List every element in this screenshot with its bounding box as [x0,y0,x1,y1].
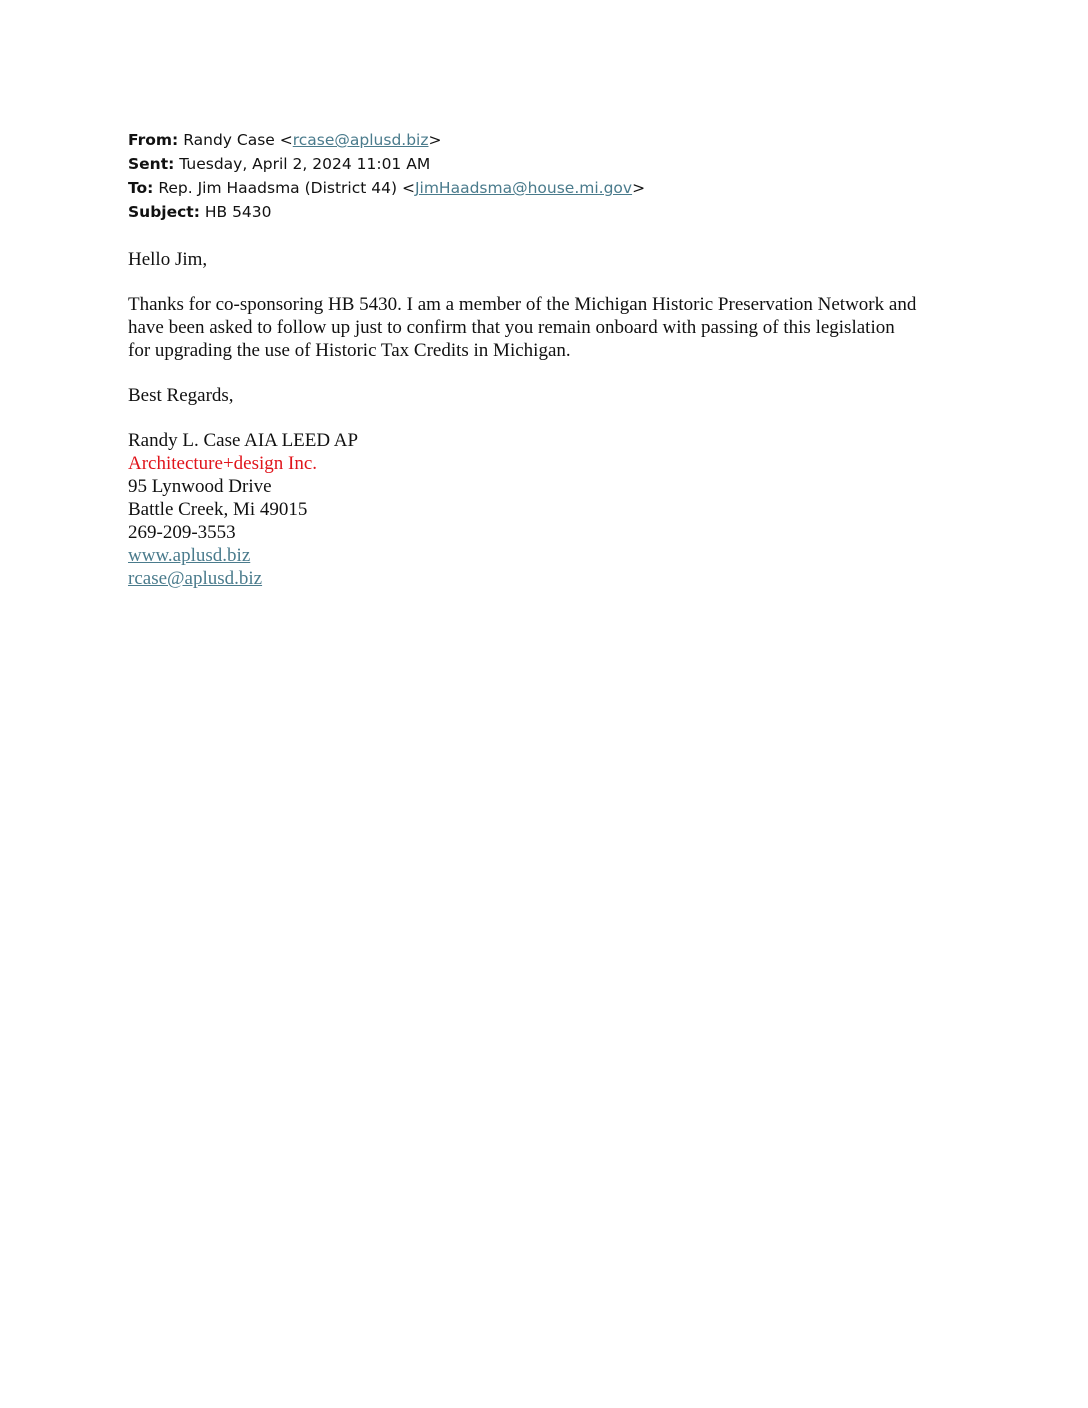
email-page [128,128,948,590]
to-label: To: [128,179,154,197]
signature-company: Architecture+design Inc. [128,453,318,474]
closing: Best Regards, [128,385,234,406]
sent-value: Tuesday, April 2, 2024 11:01 AM [179,155,431,173]
from-label: From: [128,131,179,149]
signature-street: 95 Lynwood Drive [128,476,272,497]
from-close: > [428,131,442,149]
signature-city: Battle Creek, Mi 49015 [128,499,308,520]
to-line [128,176,948,200]
to-email-link[interactable]: JimHaadsma@house.mi.gov [414,179,633,197]
message-paragraph: Thanks for co-sponsoring HB 5430. I am a member of the Michigan Historic Preservation Network and have been asked to follow up just to confirm that you remain onboard with passing of this legislation for upgrading the use of Historic Tax Credits in Michigan. [128,294,917,361]
from-name: Randy Case < [183,131,293,149]
email-body [128,248,948,590]
signature-block [128,429,948,590]
subject-line [128,200,948,224]
sent-line [128,152,948,176]
signature-email-link[interactable]: rcase@aplusd.biz [128,568,263,589]
sent-label: Sent: [128,155,175,173]
signature-phone: 269-209-3553 [128,522,236,543]
subject-label: Subject: [128,203,200,221]
signature-name: Randy L. Case AIA LEED AP [128,430,359,451]
from-email-link[interactable]: rcase@aplusd.biz [292,131,429,149]
subject-value: HB 5430 [204,203,272,221]
email-header [128,128,948,224]
to-name: Rep. Jim Haadsma (District 44) < [158,179,415,197]
greeting: Hello Jim, [128,249,208,270]
signature-website-link[interactable]: www.aplusd.biz [128,545,251,566]
from-line [128,128,948,152]
to-close: > [632,179,646,197]
